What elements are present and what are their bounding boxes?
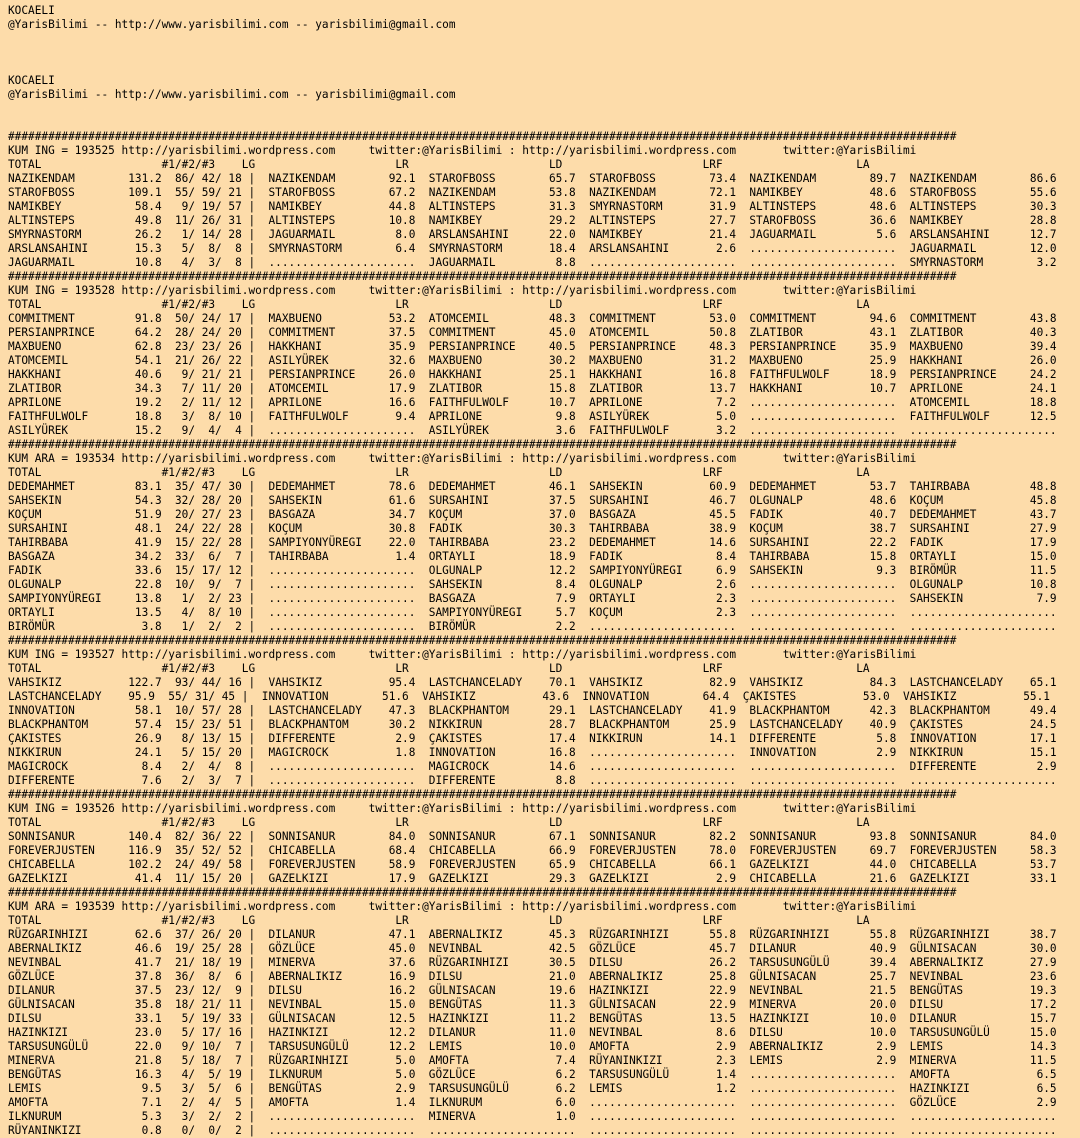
report-line: GÖZLÜCE 37.8 36/ 8/ 6 | ABERNALIKIZ 16.9 DILSU 21.0 ABERNALIKIZ 25.8 GÜLNISACAN 25.7 NEVINBAL 23.6 <box>8 970 1057 983</box>
report-line: GAZELKIZI 41.4 11/ 15/ 20 | GAZELKIZI 17.9 GAZELKIZI 29.3 GAZELKIZI 2.9 CHICABELLA 21.6 GAZELKIZI 33.1 <box>8 872 1057 885</box>
report-line: HAZINKIZI 23.0 5/ 17/ 16 | HAZINKIZI 12.2 DILANUR 11.0 NEVINBAL 8.6 DILSU 10.0 TARSUSUNGÜLÜ 15.0 <box>8 1026 1057 1039</box>
report-line: HAKKHANI 40.6 9/ 21/ 21 | PERSIANPRINCE 26.0 HAKKHANI 25.1 HAKKHANI 16.8 FAITHFULWOLF 18.9 PERSIANPRINCE 24.2 <box>8 368 1057 381</box>
report-line: KOCAELI <box>8 4 55 17</box>
report-line: GÜLNISACAN 35.8 18/ 21/ 11 | NEVINBAL 15.0 BENGÜTAS 11.3 GÜLNISACAN 22.9 MINERVA 20.0 DILSU 17.2 <box>8 998 1057 1011</box>
report-line: TOTAL #1/#2/#3 LG LR LD LRF LA <box>8 816 870 829</box>
report-line: SMYRNASTORM 26.2 1/ 14/ 28 | JAGUARMAIL 8.0 ARSLANSAHINI 22.0 NAMIKBEY 21.4 JAGUARMAIL 5.6 ARSLANSAHINI 12.7 <box>8 228 1057 241</box>
report-line: TOTAL #1/#2/#3 LG LR LD LRF LA <box>8 298 870 311</box>
report-line: SONNISANUR 140.4 82/ 36/ 22 | SONNISANUR 84.0 SONNISANUR 67.1 SONNISANUR 82.2 SONNISANUR 93.8 SONNISANUR 84.0 <box>8 830 1057 843</box>
report-line: NAZIKENDAM 131.2 86/ 42/ 18 | NAZIKENDAM 92.1 STAROFBOSS 65.7 STAROFBOSS 73.4 NAZIKENDAM 89.7 NAZIKENDAM 86.6 <box>8 172 1057 185</box>
report-line: @YarisBilimi -- http://www.yarisbilimi.com -- yarisbilimi@gmail.com <box>8 18 456 31</box>
report-line: RÜYANINKIZI 0.8 0/ 0/ 2 | ...................... ...................... ...................... ...................... ...................... <box>8 1124 1057 1137</box>
report-line: TOTAL #1/#2/#3 LG LR LD LRF LA <box>8 914 870 927</box>
report-line: NEVINBAL 41.7 21/ 18/ 19 | MINERVA 37.6 RÜZGARINHIZI 30.5 DILSU 26.2 TARSUSUNGÜLÜ 39.4 ABERNALIKIZ 27.9 <box>8 956 1057 969</box>
report-line: APRILONE 19.2 2/ 11/ 12 | APRILONE 16.6 FAITHFULWOLF 10.7 APRILONE 7.2 ...................... ATOMCEMIL 18.8 <box>8 396 1057 409</box>
report-line: MAXBUENO 62.8 23/ 23/ 26 | HAKKHANI 35.9 PERSIANPRINCE 40.5 PERSIANPRINCE 48.3 PERSIANPRINCE 35.9 MAXBUENO 39.4 <box>8 340 1057 353</box>
report-line: BLACKPHANTOM 57.4 15/ 23/ 51 | BLACKPHANTOM 30.2 NIKKIRUN 28.7 BLACKPHANTOM 25.9 LASTCHANCELADY 40.9 ÇAKISTES 24.5 <box>8 718 1057 731</box>
report-line: @YarisBilimi -- http://www.yarisbilimi.com -- yarisbilimi@gmail.com <box>8 88 456 101</box>
report-line: FOREVERJUSTEN 116.9 35/ 52/ 52 | CHICABELLA 68.4 CHICABELLA 66.9 FOREVERJUSTEN 78.0 FOREVERJUSTEN 69.7 FOREVERJUSTEN 58.3 <box>8 844 1057 857</box>
report-line: ASILYÜREK 15.2 9/ 4/ 4 | ...................... ASILYÜREK 3.6 FAITHFULWOLF 3.2 ...................... ...................... <box>8 424 1057 437</box>
report-line: KUM ING = 193525 http://yarisbilimi.wordpress.com twitter:@YarisBilimi : http://yarisbilimi.wordpress.com twitter:@YarisBilimi <box>8 144 917 157</box>
report-line: ILKNURUM 5.3 3/ 2/ 2 | ...................... MINERVA 1.0 ...................... ...................... ...................... <box>8 1110 1057 1123</box>
report-line: BENGÜTAS 16.3 4/ 5/ 19 | ILKNURUM 5.0 GÖZLÜCE 6.2 TARSUSUNGÜLÜ 1.4 ...................... AMOFTA 6.5 <box>8 1068 1057 1081</box>
report-line: FADIK 33.6 15/ 17/ 12 | ...................... OLGUNALP 12.2 SAMPIYONYÜREGI 6.9 SAHSEKIN 9.3 BIRÖMÜR 11.5 <box>8 564 1057 577</box>
report-line <box>8 102 1080 116</box>
report-line: NIKKIRUN 24.1 5/ 15/ 20 | MAGICROCK 1.8 INNOVATION 16.8 ...................... INNOVATION 2.9 NIKKIRUN 15.1 <box>8 746 1057 759</box>
report-line: NAMIKBEY 58.4 9/ 19/ 57 | NAMIKBEY 44.8 ALTINSTEPS 31.3 SMYRNASTORM 31.9 ALTINSTEPS 48.6 ALTINSTEPS 30.3 <box>8 200 1057 213</box>
report-line: ARSLANSAHINI 15.3 5/ 8/ 8 | SMYRNASTORM 6.4 SMYRNASTORM 18.4 ARSLANSAHINI 2.6 ...................... JAGUARMAIL 12.0 <box>8 242 1057 255</box>
report-line: AMOFTA 7.1 2/ 4/ 5 | AMOFTA 1.4 ILKNURUM 6.0 ...................... ...................... GÖZLÜCE 2.9 <box>8 1096 1057 1109</box>
report-line: ############################################################################################################################################## <box>8 438 957 451</box>
report-line: DILSU 33.1 5/ 19/ 33 | GÜLNISACAN 12.5 HAZINKIZI 11.2 BENGÜTAS 13.5 HAZINKIZI 10.0 DILANUR 15.7 <box>8 1012 1057 1025</box>
report-line: ############################################################################################################################################## <box>8 788 957 801</box>
report-line: COMMITMENT 91.8 50/ 24/ 17 | MAXBUENO 53.2 ATOMCEMIL 48.3 COMMITMENT 53.0 COMMITMENT 94.6 COMMITMENT 43.8 <box>8 312 1057 325</box>
report-line: FAITHFULWOLF 18.8 3/ 8/ 10 | FAITHFULWOLF 9.4 APRILONE 9.8 ASILYÜREK 5.0 ...................... FAITHFULWOLF 12.5 <box>8 410 1057 423</box>
report-line: TOTAL #1/#2/#3 LG LR LD LRF LA <box>8 662 870 675</box>
report-line: OLGUNALP 22.8 10/ 9/ 7 | ...................... SAHSEKIN 8.4 OLGUNALP 2.6 ...................... OLGUNALP 10.8 <box>8 578 1057 591</box>
report-line: KUM ARA = 193539 http://yarisbilimi.wordpress.com twitter:@YarisBilimi : http://yarisbilimi.wordpress.com twitter:@YarisBilimi <box>8 900 917 913</box>
report-line: LEMIS 9.5 3/ 5/ 6 | BENGÜTAS 2.9 TARSUSUNGÜLÜ 6.2 LEMIS 1.2 ...................... HAZINKIZI 6.5 <box>8 1082 1057 1095</box>
report-line: BIRÖMÜR 3.8 1/ 2/ 2 | ...................... BIRÖMÜR 2.2 ...................... ...................... ...................... <box>8 620 1057 633</box>
report-line: ALTINSTEPS 49.8 11/ 26/ 31 | ALTINSTEPS 10.8 NAMIKBEY 29.2 ALTINSTEPS 27.7 STAROFBOSS 36.6 NAMIKBEY 28.8 <box>8 214 1057 227</box>
report-line: SAHSEKIN 54.3 32/ 28/ 20 | SAHSEKIN 61.6 SURSAHINI 37.5 SURSAHINI 46.7 OLGUNALP 48.6 KOÇUM 45.8 <box>8 494 1057 507</box>
report-line: TOTAL #1/#2/#3 LG LR LD LRF LA <box>8 466 870 479</box>
report-line: VAHSIKIZ 122.7 93/ 44/ 16 | VAHSIKIZ 95.4 LASTCHANCELADY 70.1 VAHSIKIZ 82.9 VAHSIKIZ 84.3 LASTCHANCELADY 65.1 <box>8 676 1057 689</box>
report-line: ############################################################################################################################################## <box>8 270 957 283</box>
report-line: JAGUARMAIL 10.8 4/ 3/ 8 | ...................... JAGUARMAIL 8.8 ...................... ...................... SMYRNASTORM 3.2 <box>8 256 1057 269</box>
report-line: SURSAHINI 48.1 24/ 22/ 28 | KOÇUM 30.8 FADIK 30.3 TAHIRBABA 38.9 KOÇUM 38.7 SURSAHINI 27.9 <box>8 522 1057 535</box>
report-line: ABERNALIKIZ 46.6 19/ 25/ 28 | GÖZLÜCE 45.0 NEVINBAL 42.5 GÖZLÜCE 45.7 DILANUR 40.9 GÜLNISACAN 30.0 <box>8 942 1057 955</box>
report-line: STAROFBOSS 109.1 55/ 59/ 21 | STAROFBOSS 67.2 NAZIKENDAM 53.8 NAZIKENDAM 72.1 NAMIKBEY 48.6 STAROFBOSS 55.6 <box>8 186 1057 199</box>
report-line: ZLATIBOR 34.3 7/ 11/ 20 | ATOMCEMIL 17.9 ZLATIBOR 15.8 ZLATIBOR 13.7 HAKKHANI 10.7 APRILONE 24.1 <box>8 382 1057 395</box>
report-line: INNOVATION 58.1 10/ 57/ 28 | LASTCHANCELADY 47.3 BLACKPHANTOM 29.1 LASTCHANCELADY 41.9 BLACKPHANTOM 42.3 BLACKPHANTOM 49.4 <box>8 704 1057 717</box>
report-line: ############################################################################################################################################## <box>8 634 957 647</box>
report-line: ############################################################################################################################################## <box>8 130 957 143</box>
report-line: DEDEMAHMET 83.1 35/ 47/ 30 | DEDEMAHMET 78.6 DEDEMAHMET 46.1 SAHSEKIN 60.9 DEDEMAHMET 53.7 TAHIRBABA 48.8 <box>8 480 1057 493</box>
report-line: KUM ARA = 193534 http://yarisbilimi.wordpress.com twitter:@YarisBilimi : http://yarisbilimi.wordpress.com twitter:@YarisBilimi <box>8 452 917 465</box>
report-line: TAHIRBABA 41.9 15/ 22/ 28 | SAMPIYONYÜREGI 22.0 TAHIRBABA 23.2 DEDEMAHMET 14.6 SURSAHINI 22.2 FADIK 17.9 <box>8 536 1057 549</box>
report-line: ÇAKISTES 26.9 8/ 13/ 15 | DIFFERENTE 2.9 ÇAKISTES 17.4 NIKKIRUN 14.1 DIFFERENTE 5.8 INNOVATION 17.1 <box>8 732 1057 745</box>
report-line: ############################################################################################################################################## <box>8 886 957 899</box>
report-line: DIFFERENTE 7.6 2/ 3/ 7 | ...................... DIFFERENTE 8.8 ...................... ...................... ...................... <box>8 774 1057 787</box>
report-line <box>8 60 1080 74</box>
report-line: MAGICROCK 8.4 2/ 4/ 8 | ...................... MAGICROCK 14.6 ...................... ...................... DIFFERENTE 2.9 <box>8 760 1057 773</box>
report-line: KOCAELI <box>8 74 55 87</box>
report-line: DILANUR 37.5 23/ 12/ 9 | DILSU 16.2 GÜLNISACAN 19.6 HAZINKIZI 22.9 NEVINBAL 21.5 BENGÜTAS 19.3 <box>8 984 1057 997</box>
report-line: PERSIANPRINCE 64.2 28/ 24/ 20 | COMMITMENT 37.5 COMMITMENT 45.0 ATOMCEMIL 50.8 ZLATIBOR 43.1 ZLATIBOR 40.3 <box>8 326 1057 339</box>
report-line: ORTAYLI 13.5 4/ 8/ 10 | ...................... SAMPIYONYÜREGI 5.7 KOÇUM 2.3 ...................... ...................... <box>8 606 1057 619</box>
report-line: KUM ING = 193528 http://yarisbilimi.wordpress.com twitter:@YarisBilimi : http://yarisbilimi.wordpress.com twitter:@YarisBilimi <box>8 284 917 297</box>
report-line: RÜZGARINHIZI 62.6 37/ 26/ 20 | DILANUR 47.1 ABERNALIKIZ 45.3 RÜZGARINHIZI 55.8 RÜZGARINHIZI 55.8 RÜZGARINHIZI 38.7 <box>8 928 1057 941</box>
report-line: TARSUSUNGÜLÜ 22.0 9/ 10/ 7 | TARSUSUNGÜLÜ 12.2 LEMIS 10.0 AMOFTA 2.9 ABERNALIKIZ 2.9 LEMIS 14.3 <box>8 1040 1057 1053</box>
report-line: KUM ING = 193526 http://yarisbilimi.wordpress.com twitter:@YarisBilimi : http://yarisbilimi.wordpress.com twitter:@YarisBilimi <box>8 802 917 815</box>
report-line: SAMPIYONYÜREGI 13.8 1/ 2/ 23 | ...................... BASGAZA 7.9 ORTAYLI 2.3 ...................... SAHSEKIN 7.9 <box>8 592 1057 605</box>
report-line: LASTCHANCELADY 95.9 55/ 31/ 45 | INNOVATION 51.6 VAHSIKIZ 43.6 INNOVATION 64.4 ÇAKISTES 53.0 VAHSIKIZ 55.1 <box>8 690 1050 703</box>
report-line <box>8 116 1080 130</box>
report-line: CHICABELLA 102.2 24/ 49/ 58 | FOREVERJUSTEN 58.9 FOREVERJUSTEN 65.9 CHICABELLA 66.1 GAZELKIZI 44.0 CHICABELLA 53.7 <box>8 858 1057 871</box>
report-line: TOTAL #1/#2/#3 LG LR LD LRF LA <box>8 158 870 171</box>
report-line: MINERVA 21.8 5/ 18/ 7 | RÜZGARINHIZI 5.0 AMOFTA 7.4 RÜYANINKIZI 2.3 LEMIS 2.9 MINERVA 11.5 <box>8 1054 1057 1067</box>
report-line: KOÇUM 51.9 20/ 27/ 23 | BASGAZA 34.7 KOÇUM 37.0 BASGAZA 45.5 FADIK 40.7 DEDEMAHMET 43.7 <box>8 508 1057 521</box>
report-line: ATOMCEMIL 54.1 21/ 26/ 22 | ASILYÜREK 32.6 MAXBUENO 30.2 MAXBUENO 31.2 MAXBUENO 25.9 HAKKHANI 26.0 <box>8 354 1057 367</box>
report-line: BASGAZA 34.2 33/ 6/ 7 | TAHIRBABA 1.4 ORTAYLI 18.9 FADIK 8.4 TAHIRBABA 15.8 ORTAYLI 15.0 <box>8 550 1057 563</box>
report-line: KUM ING = 193527 http://yarisbilimi.wordpress.com twitter:@YarisBilimi : http://yarisbilimi.wordpress.com twitter:@YarisBilimi <box>8 648 917 661</box>
report-line <box>8 32 1080 46</box>
report-line <box>8 46 1080 60</box>
